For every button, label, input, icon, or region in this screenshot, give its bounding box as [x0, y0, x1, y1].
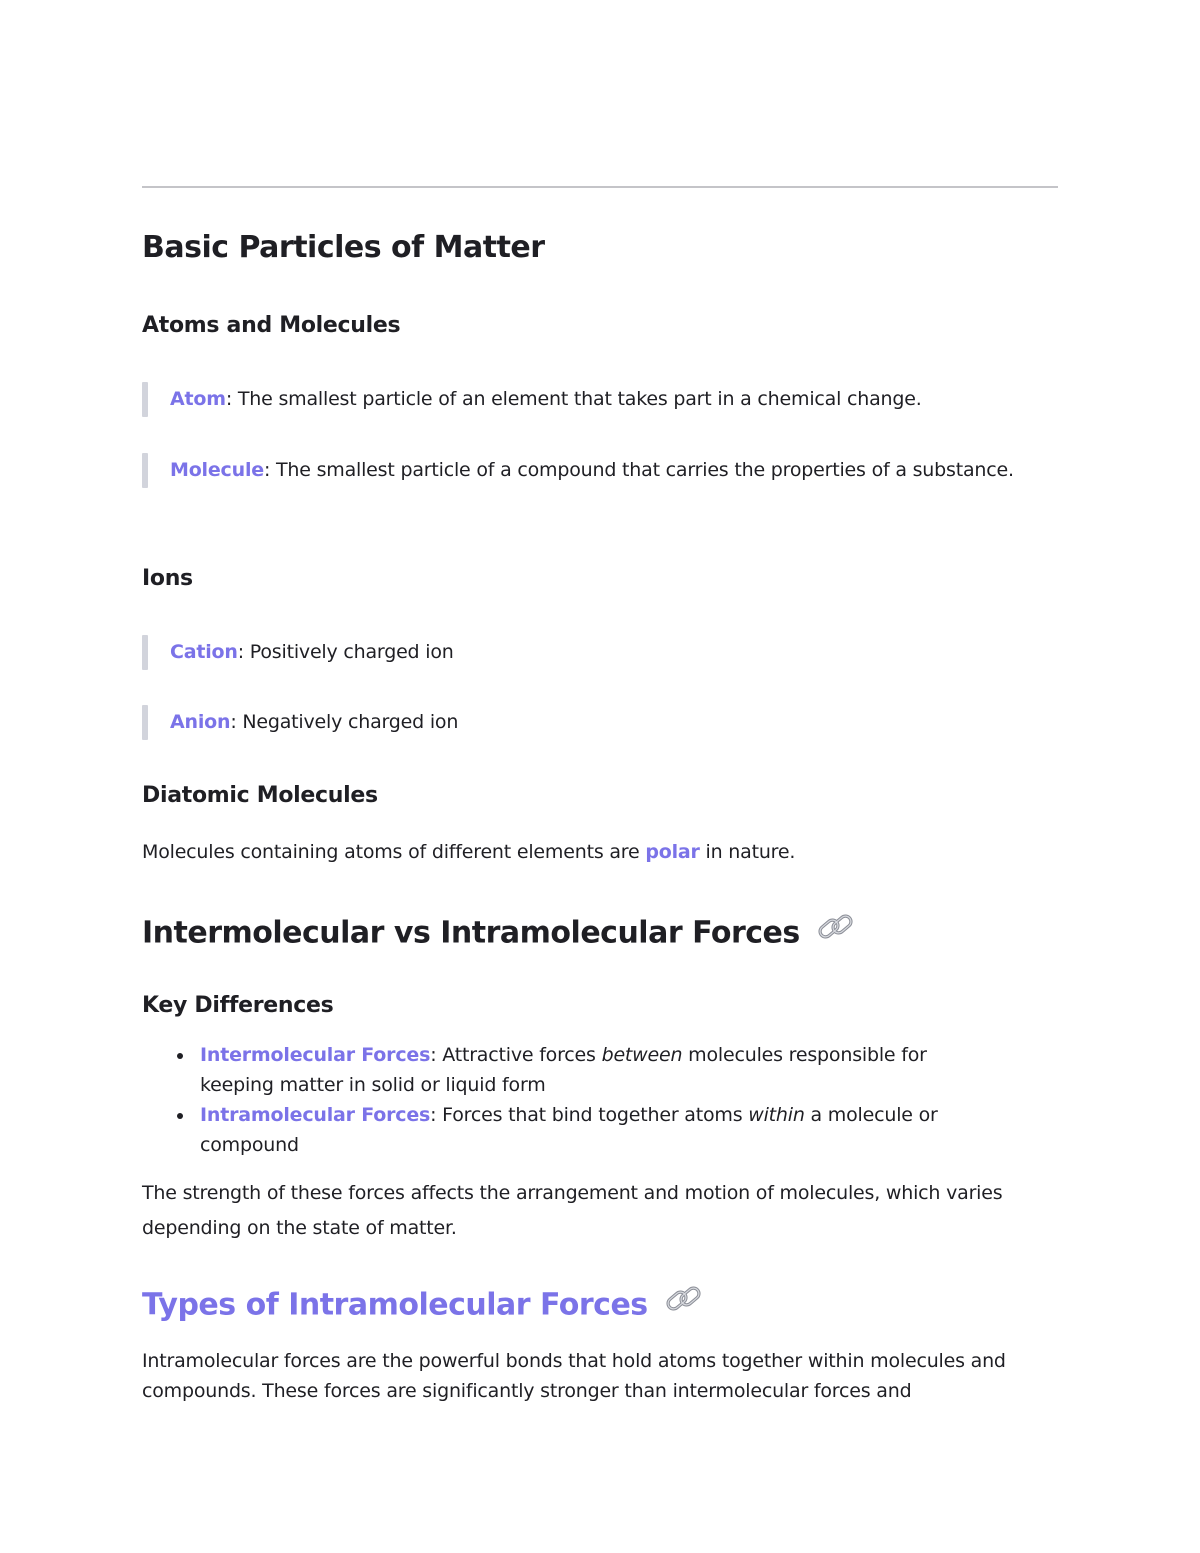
blockquote-bar — [142, 382, 148, 417]
blockquote-anion — [142, 705, 1022, 740]
link-polar[interactable]: polar — [645, 841, 700, 863]
blockquote-bar — [142, 705, 148, 740]
cation-definition: : Positively charged ion — [237, 641, 454, 663]
bullet-dot — [177, 1053, 183, 1059]
bullet-dot — [177, 1113, 183, 1119]
diatomic-text-before: Molecules containing atoms of different elements are — [142, 841, 646, 863]
bullet-text-before: : Attractive forces — [430, 1044, 602, 1066]
section-title-forces — [142, 912, 856, 956]
section-title-basic-particles: Basic Particles of Matter — [142, 230, 545, 265]
link-intermolecular-forces[interactable]: Intermolecular Forces — [200, 1044, 431, 1066]
blockquote-cation — [142, 635, 1022, 670]
link-icon[interactable] — [816, 909, 856, 953]
blockquote-bar — [142, 635, 148, 670]
blockquote-molecule — [142, 453, 1022, 488]
section-title-types-text[interactable]: Types of Intramolecular Forces — [142, 1287, 648, 1323]
section-title-forces-text: Intermolecular vs Intramolecular Forces — [142, 915, 800, 951]
molecule-definition: : The smallest particle of a compound that carries the properties of a substance. — [263, 459, 1014, 481]
key-differences-list — [142, 1040, 1042, 1160]
term-cation[interactable]: Cation — [170, 641, 238, 663]
section-title-types-intramolecular — [142, 1284, 704, 1328]
blockquote-bar — [142, 453, 148, 488]
bullet-emphasis: between — [601, 1044, 683, 1066]
paragraph-diatomic — [142, 835, 1042, 870]
diatomic-text-after: in nature. — [699, 841, 796, 863]
list-item — [142, 1040, 1002, 1100]
bullet-text-after: molecules responsible for keeping matter in solid or liquid form — [200, 1044, 927, 1096]
bullet-text-after: a molecule or compound — [200, 1104, 938, 1156]
heading-key-differences: Key Differences — [142, 993, 334, 1018]
term-anion[interactable]: Anion — [170, 711, 231, 733]
paragraph-intramolecular-intro: Intramolecular forces are the powerful bonds that hold atoms together within molecules and compounds. These forces are significantly stronger than intermolecular forces and — [142, 1350, 1006, 1402]
heading-diatomic-molecules: Diatomic Molecules — [142, 783, 378, 808]
bullet-text-before: : Forces that bind together atoms — [430, 1104, 749, 1126]
document-page — [142, 0, 1058, 1553]
list-item — [142, 1100, 1002, 1160]
atom-definition: : The smallest particle of an element that takes part in a chemical change. — [225, 388, 922, 410]
heading-ions: Ions — [142, 566, 193, 591]
heading-atoms-molecules: Atoms and Molecules — [142, 313, 401, 338]
bullet-emphasis: within — [748, 1104, 805, 1126]
blockquote-atom — [142, 382, 1022, 417]
link-icon[interactable] — [664, 1281, 704, 1325]
link-intramolecular-forces[interactable]: Intramolecular Forces — [200, 1104, 431, 1126]
anion-definition: : Negatively charged ion — [230, 711, 459, 733]
term-molecule[interactable]: Molecule — [170, 459, 264, 481]
paragraph-forces-summary: The strength of these forces affects the arrangement and motion of molecules, which varies depending on the state of matter. — [142, 1182, 1003, 1239]
horizontal-divider — [142, 186, 1058, 188]
term-atom[interactable]: Atom — [170, 388, 226, 410]
